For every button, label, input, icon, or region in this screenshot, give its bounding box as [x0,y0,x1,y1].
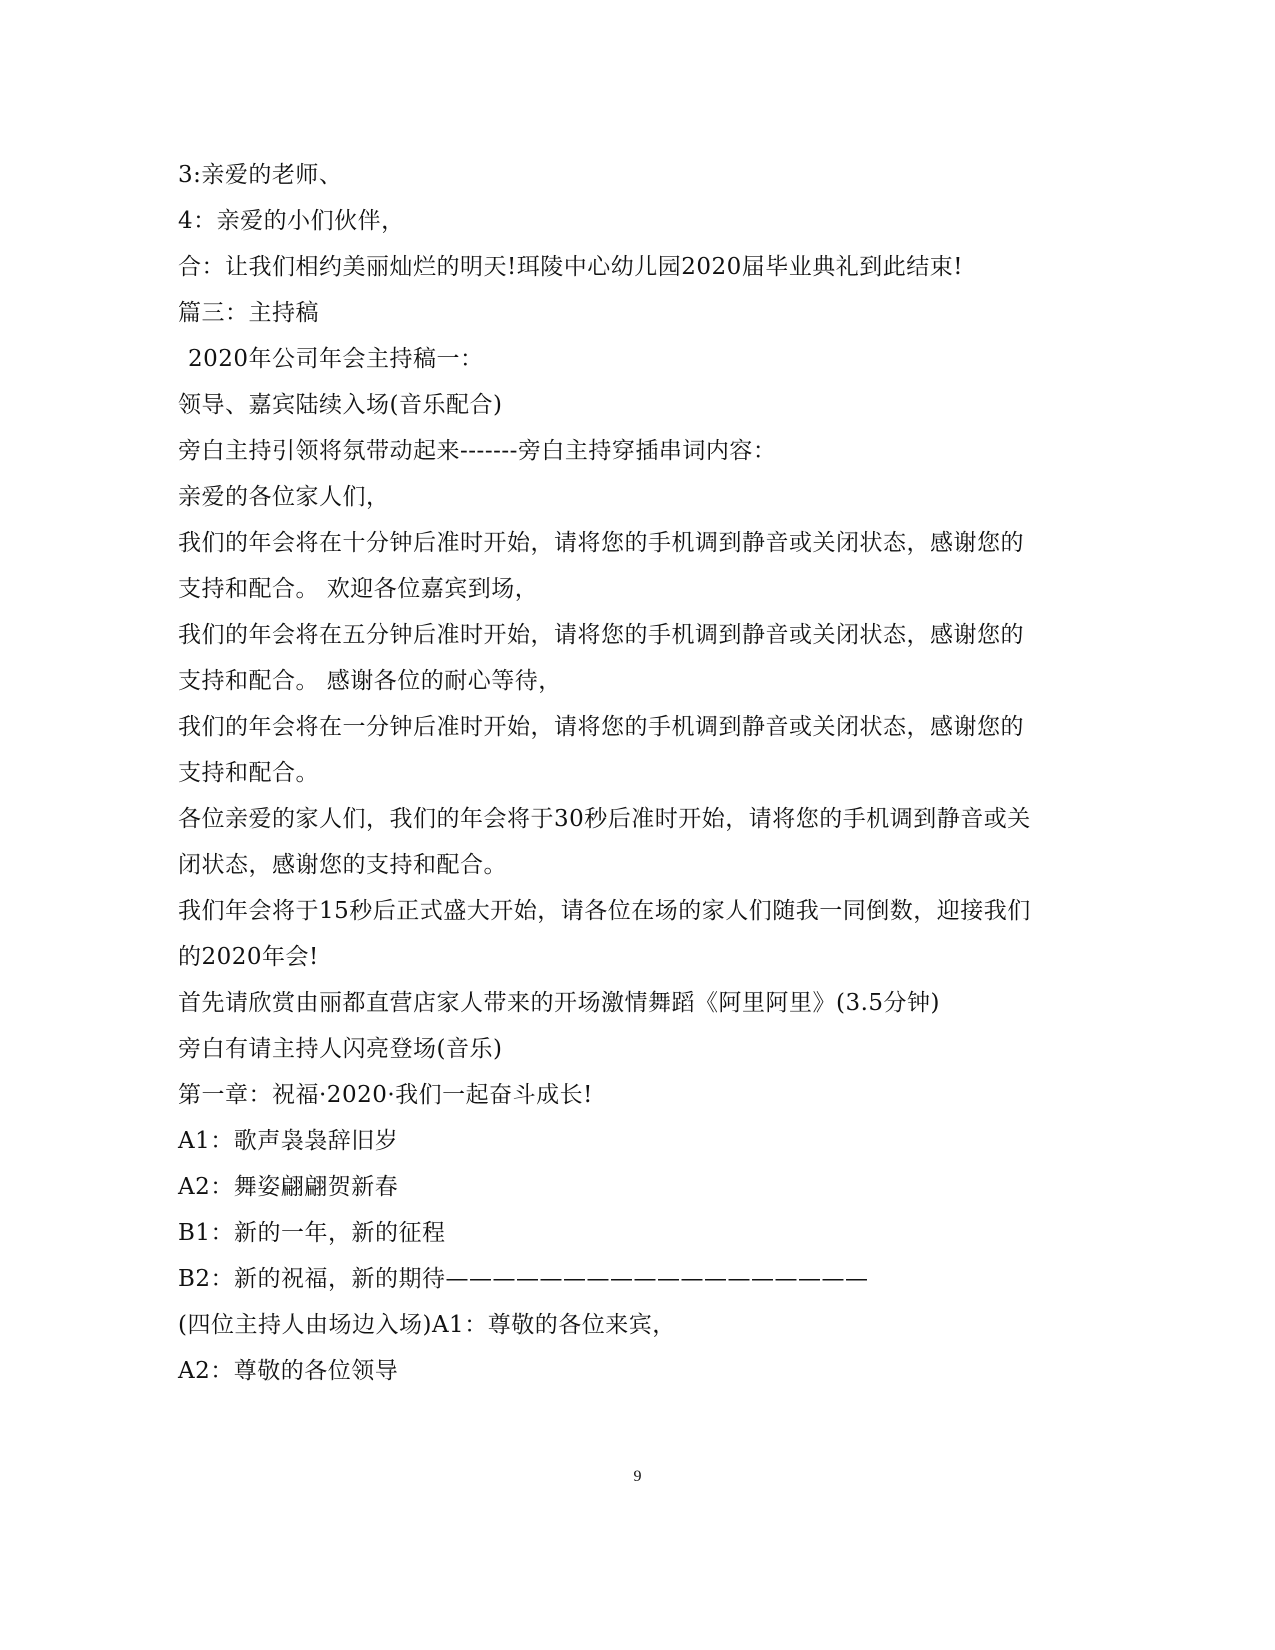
text-line: 4：亲爱的小们伙伴， [178,208,405,234]
text-line: 各位亲爱的家人们，我们的年会将于30秒后准时开始，请将您的手机调到静音或关 [178,806,1031,832]
text-line: 闭状态，感谢您的支持和配合。 [178,852,507,878]
text-line: 3:亲爱的老师、 [178,162,343,188]
chapter-heading: 第一章：祝福·2020·我们一起奋斗成长! [178,1082,593,1108]
text-line: 我们的年会将在十分钟后准时开始，请将您的手机调到静音或关闭状态，感谢您的 [178,530,1024,556]
document-body [178,152,1058,1394]
text-line: A2：尊敬的各位领导 [178,1358,399,1384]
text-line: B2：新的祝福，新的期待—————————————————— [178,1266,869,1292]
text-line: 我们年会将于15秒后正式盛大开始，请各位在场的家人们随我一同倒数，迎接我们 [178,898,1031,924]
text-line: 合：让我们相约美丽灿烂的明天!珥陵中心幼儿园2020届毕业典礼到此结束! [178,254,964,280]
page-number: 9 [633,1468,642,1485]
text-line: A1：歌声袅袅辞旧岁 [178,1128,399,1154]
section-heading: 篇三：主持稿 [178,300,319,326]
text-line: 我们的年会将在一分钟后准时开始，请将您的手机调到静音或关闭状态，感谢您的 [178,714,1024,740]
text-line: (四位主持人由场边入场)A1：尊敬的各位来宾， [178,1312,676,1338]
text-line: 首先请欣赏由丽都直营店家人带来的开场激情舞蹈《阿里阿里》(3.5分钟) [178,990,941,1016]
text-line: 领导、嘉宾陆续入场(音乐配合) [178,392,503,418]
text-line: 支持和配合。 感谢各位的耐心等待， [178,668,562,694]
text-line: 旁白主持引领将氛带动起来-------旁白主持穿插串词内容： [178,438,777,464]
text-line: 旁白有请主持人闪亮登场(音乐) [178,1036,503,1062]
text-line: A2：舞姿翩翩贺新春 [178,1174,399,1200]
text-line: B1：新的一年，新的征程 [178,1220,446,1246]
text-line: 我们的年会将在五分钟后准时开始，请将您的手机调到静音或关闭状态，感谢您的 [178,622,1024,648]
text-line: 的2020年会! [178,944,319,970]
text-line: 亲爱的各位家人们， [178,484,390,510]
text-line: 支持和配合。 欢迎各位嘉宾到场， [178,576,539,602]
subsection-heading: 2020年公司年会主持稿一： [188,346,484,372]
text-line: 支持和配合。 [178,760,319,786]
